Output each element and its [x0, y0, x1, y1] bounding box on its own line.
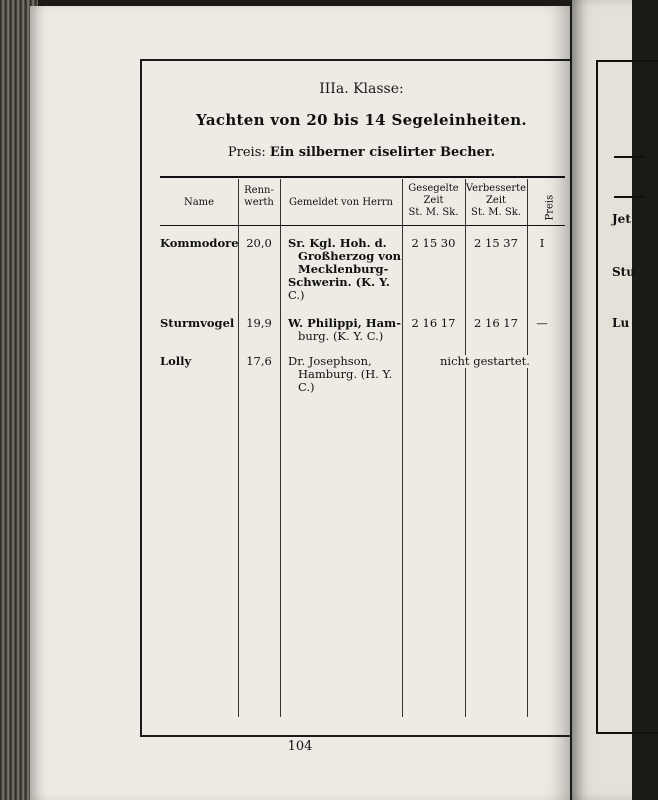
page-title: Yachten von 20 bis 14 Segeleinheiten.	[196, 111, 527, 129]
row2-gemeldet-line2: burg. (K. Y. C.)	[298, 329, 384, 343]
row2-gesegelte: 2 16 17	[411, 316, 456, 330]
header-gesegelte-line3: St. M. Sk.	[408, 207, 459, 218]
header-rennwerth-line1: Renn-	[244, 185, 274, 196]
row2-rennwerth: 19,9	[246, 316, 272, 330]
column-divider	[280, 179, 281, 717]
page-number: 104	[287, 739, 313, 754]
class-heading: IIIa. Klasse:	[319, 81, 404, 97]
row2-gemeldet-line1: W. Philippi, Ham-	[288, 316, 401, 330]
header-verbesserte-line3: St. M. Sk.	[471, 207, 521, 218]
column-divider	[527, 179, 528, 717]
header-rennwerth-line2: werth	[244, 197, 274, 208]
table-top-rule	[160, 176, 565, 178]
prize-text: Ein silberner ciselirter Becher.	[269, 145, 496, 160]
header-verbesserte-line2: Zeit	[485, 195, 507, 206]
header-gesegelte-line1: Gesegelte	[408, 183, 459, 194]
row1-gemeldet-line5: C.)	[288, 288, 305, 302]
row3-rennwerth: 17,6	[246, 354, 272, 368]
header-verbesserte-line1: Verbesserte	[465, 183, 527, 194]
book-page	[30, 6, 570, 800]
header-preis: Preis	[544, 194, 556, 221]
column-divider	[238, 179, 239, 717]
row2-preis: —	[536, 316, 548, 330]
prize-line	[142, 145, 581, 160]
header-verbesserte	[465, 183, 527, 219]
header-rennwerth	[238, 185, 280, 209]
row1-gemeldet-line2: Großherzog von	[298, 249, 401, 263]
row3-status: nicht gestartet.	[436, 355, 534, 368]
row1-gemeldet-line1: Sr. Kgl. Hoh. d.	[288, 236, 387, 250]
prize-prefix: Preis:	[227, 145, 266, 160]
row3-gemeldet	[288, 355, 406, 394]
row1-gemeldet-line4: Schwerin. (K. Y.	[288, 275, 390, 289]
row2-name: Sturmvogel	[160, 316, 235, 330]
row2-verbesserte: 2 16 17	[474, 316, 518, 330]
row1-preis: I	[539, 236, 545, 250]
row1-gemeldet-line3: Mecklenburg-	[298, 262, 389, 276]
row2-gemeldet	[288, 317, 406, 343]
facing-page-word: Jet	[612, 212, 631, 226]
row3-name: Lolly	[160, 354, 192, 368]
header-name: Name	[183, 197, 215, 208]
row1-gesegelte: 2 15 30	[411, 236, 456, 250]
column-divider	[465, 179, 466, 717]
header-gesegelte	[402, 183, 465, 219]
row3-gemeldet-line1: Dr. Josephson,	[288, 354, 372, 368]
facing-page-rule	[614, 196, 644, 198]
row3-gemeldet-line3: C.)	[298, 380, 315, 394]
row1-verbesserte: 2 15 37	[474, 236, 518, 250]
page-frame	[140, 59, 583, 737]
facing-page-word: Stu	[612, 265, 635, 279]
facing-page-word: Lu	[612, 316, 630, 330]
facing-page-rule	[614, 156, 644, 158]
row1-rennwerth: 20,0	[246, 236, 272, 250]
table-header-rule	[160, 225, 565, 226]
header-gesegelte-line2: Zeit	[423, 195, 444, 206]
header-gemeldet: Gemeldet von Herrn	[289, 197, 393, 208]
row1-name: Kommodore	[160, 236, 239, 250]
facing-page-frame	[596, 60, 658, 734]
facing-page	[572, 0, 635, 800]
row3-gemeldet-line2: Hamburg. (H. Y.	[298, 367, 393, 381]
row1-gemeldet	[288, 237, 406, 302]
